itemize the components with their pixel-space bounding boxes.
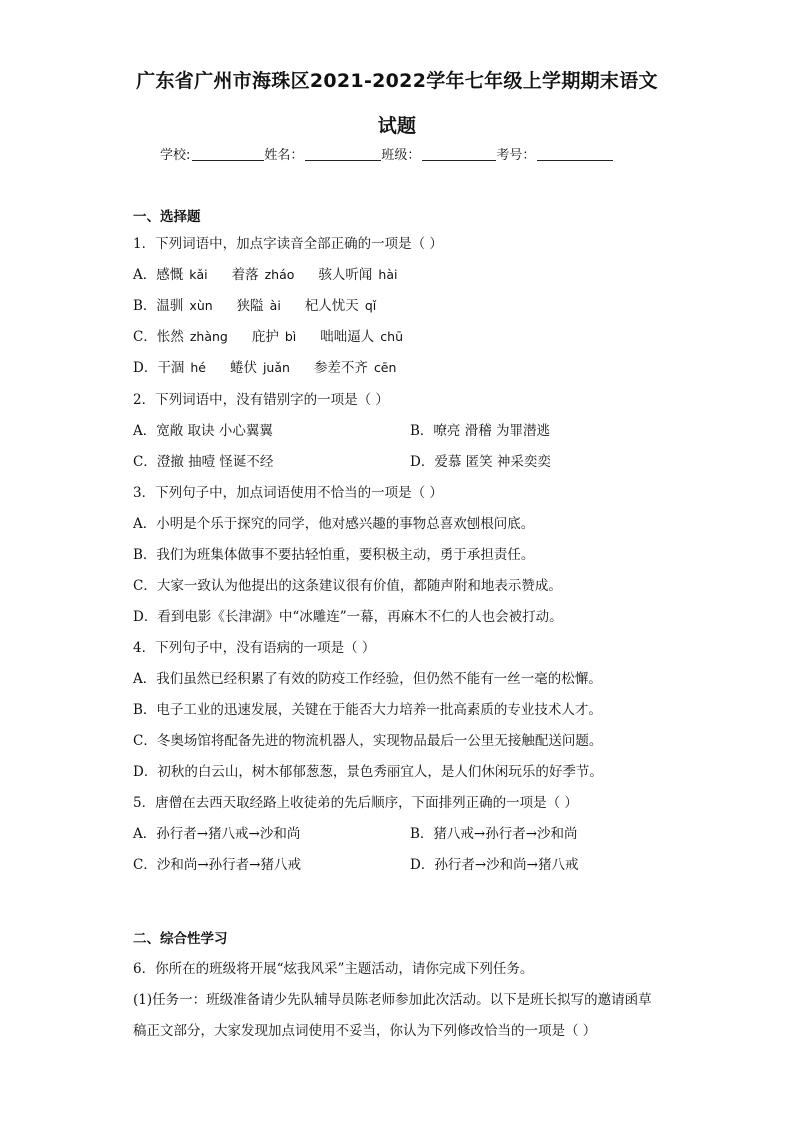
option-pinyin: qǐ (364, 298, 377, 313)
exam-title-line1: 广东省广州市海珠区2021-2022学年七年级上学期期末语文 (136, 70, 658, 92)
q5-option-d: D．孙行者→沙和尚→猪八戒 (410, 857, 579, 873)
q1-option-c (133, 327, 403, 347)
q1-option-d (133, 358, 396, 378)
option-label: B． (133, 298, 157, 314)
section2-heading: 二、综合性学习 (133, 931, 228, 947)
option-pinyin: ài (269, 298, 281, 313)
q1-option-a (133, 265, 397, 285)
option-label: C． (133, 329, 157, 345)
q3-option-c: C．大家一致认为他提出的这条建议很有价值，都随声附和地表示赞成。 (133, 578, 562, 594)
option-word: 杞人忧天 (304, 298, 359, 314)
q5-option-c: C．沙和尚→孙行者→猪八戒 (133, 857, 301, 873)
q5-stem: 5．唐僧在去西天取经路上收徒弟的先后顺序，下面排列正确的一项是（ ） (133, 795, 578, 811)
number-blank[interactable] (537, 147, 613, 161)
q2-option-d: D．爱慕 匿笑 神采奕奕 (410, 454, 551, 470)
option-pinyin: hài (378, 267, 398, 282)
q3-option-b: B．我们为班集体做事不要拈轻怕重，要积极主动，勇于承担责任。 (133, 547, 535, 563)
q4-option-a: A．我们虽然已经积累了有效的防疫工作经验，但仍然不能有一丝一毫的松懈。 (133, 671, 602, 687)
q2-option-a: A．宽敞 取诀 小心翼翼 (133, 423, 273, 439)
name-blank[interactable] (305, 147, 381, 161)
option-pinyin: zhàng (189, 329, 228, 344)
name-label: 姓名： (264, 148, 304, 163)
option-pinyin: zháo (264, 267, 295, 282)
option-pinyin: chū (380, 329, 403, 344)
q2-option-b: B．嘹亮 滑稽 为罪潜逃 (410, 423, 551, 439)
option-word: 骇人听闻 (318, 267, 373, 283)
option-word: 参差不齐 (313, 360, 368, 376)
q4-option-c: C．冬奥场馆将配备先进的物流机器人，实现物品最后一公里无接触配送问题。 (133, 733, 603, 749)
q2-option-c: C．澄撤 抽噎 怪诞不经 (133, 454, 274, 470)
option-word: 狭隘 (236, 298, 264, 314)
q1-option-b (133, 296, 376, 316)
option-word: 咄咄逼人 (320, 329, 375, 345)
q4-stem: 4．下列句子中，没有语病的一项是（ ） (133, 640, 376, 656)
option-label: A． (133, 267, 157, 283)
option-pinyin: hé (190, 360, 206, 375)
option-word: 蜷伏 (229, 360, 257, 376)
option-word: 干涸 (157, 360, 185, 376)
class-label: 班级： (381, 148, 421, 163)
q4-option-d: D．初秋的白云山，树木郁郁葱葱，景色秀丽宜人，是人们休闲玩乐的好季节。 (133, 764, 603, 780)
q5-option-a: A．孙行者→猪八戒→沙和尚 (133, 826, 301, 842)
q1-stem: 1．下列词语中，加点字读音全部正确的一项是（ ） (133, 236, 443, 252)
q6-stem: 6．你所在的班级将开展“炫我风采”主题活动，请你完成下列任务。 (133, 961, 534, 977)
option-pinyin: cēn (373, 360, 397, 375)
class-blank[interactable] (422, 147, 496, 161)
school-blank[interactable] (192, 147, 264, 161)
option-pinyin: xùn (189, 298, 213, 313)
section1-heading: 一、选择题 (133, 209, 201, 225)
option-pinyin: bì (284, 329, 297, 344)
number-label: 考号： (496, 148, 536, 163)
school-label: 学校: (160, 148, 191, 163)
q6-task1-line2: 稿正文部分，大家发现加点词使用不妥当，你认为下列修改恰当的一项是（ ） (133, 1023, 597, 1039)
exam-title-line2: 试题 (377, 115, 417, 137)
option-label: D． (133, 360, 158, 376)
option-word: 着落 (231, 267, 259, 283)
q3-stem: 3．下列句子中，加点词语使用不恰当的一项是（ ） (133, 485, 443, 501)
student-info-row (160, 144, 640, 163)
q3-option-a: A．小明是个乐于探究的同学，他对感兴趣的事物总喜欢刨根问底。 (133, 516, 535, 532)
option-word: 感慨 (156, 267, 184, 283)
option-word: 怅然 (156, 329, 184, 345)
q5-option-b: B．猪八戒→孙行者→沙和尚 (410, 826, 578, 842)
q4-option-b: B．电子工业的迅速发展，关键在于能否大力培养一批高素质的专业技术人才。 (133, 702, 602, 718)
q6-task1-line1: (1)任务一：班级准备请少先队辅导员陈老师参加此次活动。以下是班长拟写的邀请函草 (133, 992, 652, 1008)
q3-option-d: D．看到电影《长津湖》中“冰雕连”一幕，再麻木不仁的人也会被打动。 (133, 609, 563, 625)
option-pinyin: kǎi (189, 267, 208, 282)
option-word: 庇护 (251, 329, 279, 345)
option-word: 温驯 (156, 298, 184, 314)
q2-stem: 2．下列词语中，没有错别字的一项是（ ） (133, 392, 389, 408)
option-pinyin: juǎn (262, 360, 290, 375)
